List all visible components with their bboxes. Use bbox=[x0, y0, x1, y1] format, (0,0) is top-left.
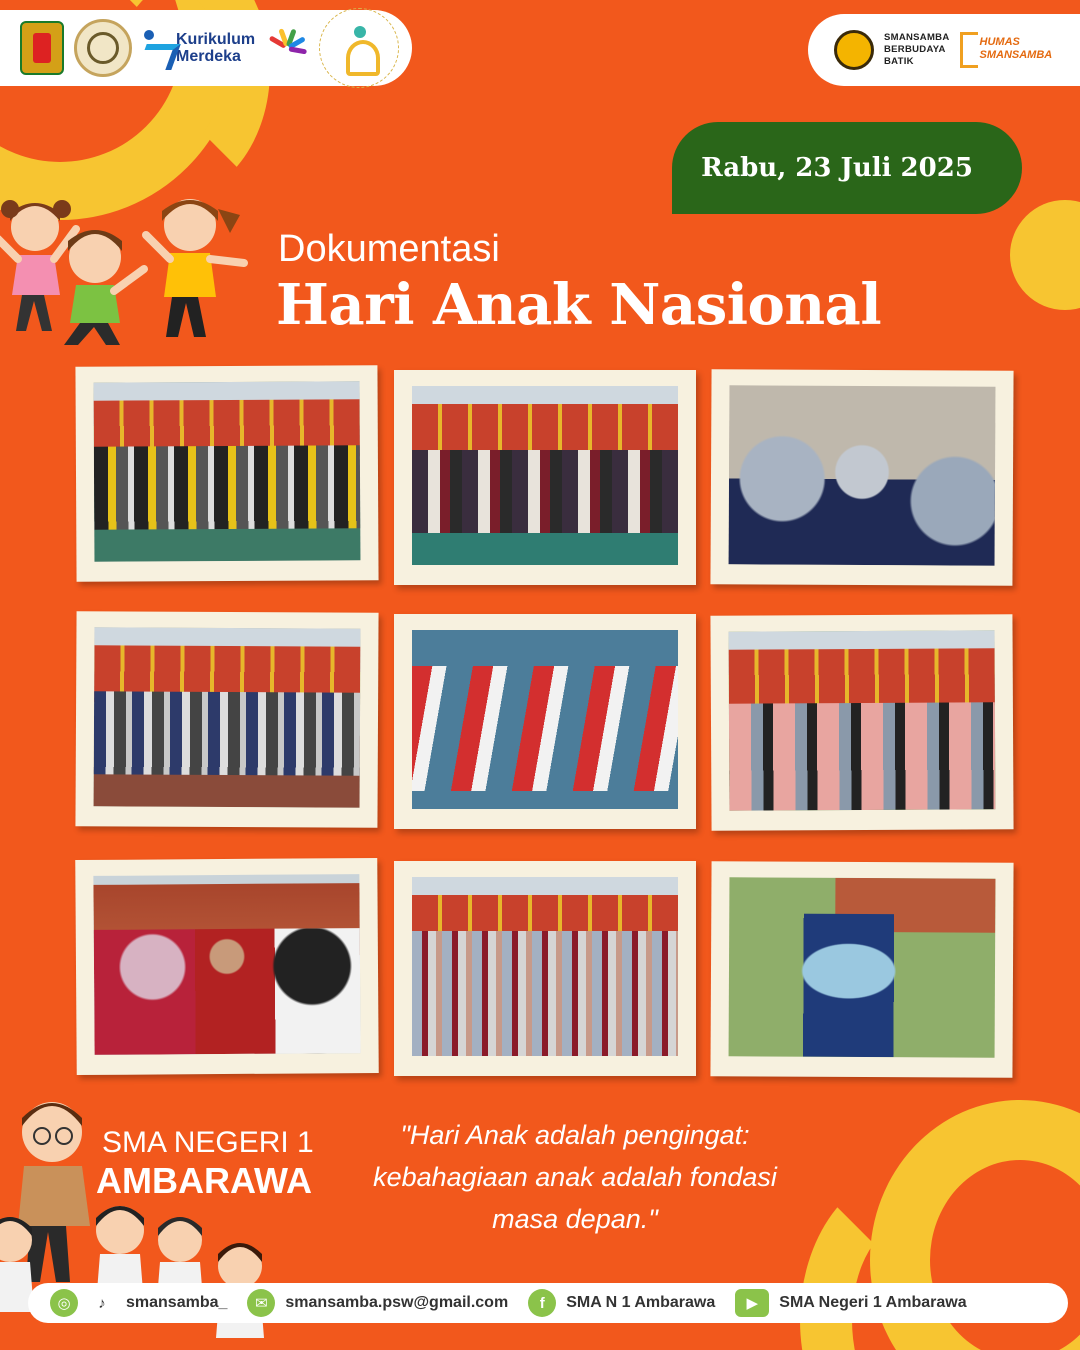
school-logo-bar bbox=[808, 14, 1080, 86]
children-illustration-icon bbox=[0, 195, 260, 365]
humas-mark-icon bbox=[960, 32, 978, 68]
batik-emblem-icon bbox=[834, 30, 874, 70]
photo-boys-traditional-game bbox=[394, 614, 696, 829]
school-name-line2: AMBARAWA bbox=[96, 1160, 312, 1201]
email-address[interactable]: smansamba.psw@gmail.com bbox=[285, 1294, 509, 1311]
instagram-icon[interactable]: ◎ bbox=[50, 1289, 78, 1317]
photo-dance-courtyard bbox=[75, 365, 378, 582]
partner-logo-bar bbox=[0, 10, 412, 86]
date-banner bbox=[672, 122, 1022, 214]
facebook-icon[interactable]: f bbox=[528, 1289, 556, 1317]
kurikulum-merdeka-icon bbox=[142, 28, 172, 68]
gerakan-7-kebiasaan-logo-icon bbox=[319, 8, 399, 88]
youtube-icon[interactable]: ▶ bbox=[735, 1289, 769, 1317]
photo-seated-assembly bbox=[394, 861, 696, 1076]
burst-logo-icon bbox=[265, 26, 309, 70]
event-date: Rabu, 23 Juli 2025 bbox=[701, 153, 973, 183]
email-icon[interactable]: ✉ bbox=[247, 1289, 275, 1317]
instagram-handle[interactable]: smansamba_ bbox=[126, 1294, 228, 1311]
photo-students-game-close bbox=[710, 369, 1013, 586]
batik-label: SMANSAMBA BERBUDAYA BATIK bbox=[884, 32, 950, 67]
social-footer bbox=[28, 1283, 1068, 1323]
facebook-page[interactable]: SMA N 1 Ambarawa bbox=[566, 1294, 716, 1311]
decorative-dot bbox=[1010, 200, 1080, 310]
school-emblem-icon bbox=[74, 19, 132, 77]
tiktok-icon[interactable]: ♪ bbox=[88, 1289, 116, 1317]
photo-girl-speaking bbox=[710, 861, 1013, 1078]
kurikulum-label: Kurikulum bbox=[176, 31, 256, 48]
merdeka-label: Merdeka bbox=[176, 48, 241, 65]
photo-exercise-basketball-court bbox=[394, 370, 696, 585]
youtube-channel[interactable]: SMA Negeri 1 Ambarawa bbox=[779, 1294, 967, 1311]
lampung-emblem-icon bbox=[20, 21, 64, 75]
humas-logo: HUMAS SMANSAMBA bbox=[960, 28, 1052, 72]
photo-mc-microphones bbox=[75, 858, 378, 1075]
photo-courtyard-crowd bbox=[75, 611, 378, 828]
page-title: Hari Anak Nasional bbox=[276, 272, 882, 338]
school-name-line1: SMA NEGERI 1 bbox=[102, 1126, 314, 1159]
photo-girls-pink-uniform bbox=[710, 614, 1013, 831]
title-small: Dokumentasi bbox=[278, 228, 500, 270]
kurikulum-merdeka-logo bbox=[142, 28, 255, 68]
quote-text: "Hari Anak adalah pengingat: kebahagiaan anak adalah fondasi masa depan." bbox=[373, 1120, 777, 1234]
